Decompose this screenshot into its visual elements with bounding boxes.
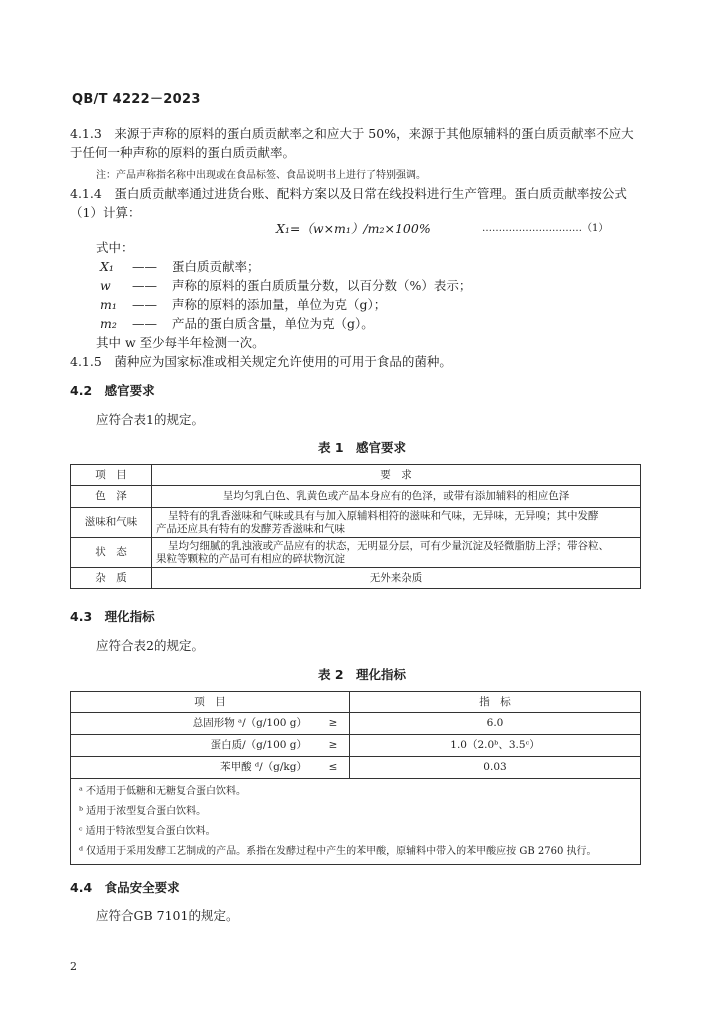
requirement-cell (152, 568, 641, 589)
section-4-3-heading (70, 607, 155, 625)
clause-note: 注：产品声称指名称中出现或在食品标签、食品说明书上进行了特别强调。 (96, 170, 426, 181)
requirement-cell (152, 486, 641, 508)
item-cell: 杂 质 (71, 568, 152, 589)
table-row (71, 486, 641, 508)
clause-number: 4.1.5 (70, 354, 102, 369)
page-number: 2 (70, 960, 77, 973)
requirement-line: 呈特有的乳香滋味和气味或具有与加入原辅料相符的滋味和气味，无异味，无异嗅；其中发酵 (168, 509, 599, 522)
table1-sensory (70, 464, 641, 589)
table-row (71, 735, 641, 757)
requirement-line: 产品还应具有特有的发酵芳香滋味和气味 (156, 522, 345, 535)
section-body: 应符合GB 7101的规定。 (96, 908, 239, 923)
value-cell: 0.03 (350, 757, 641, 779)
section-body: 应符合表2的规定。 (96, 638, 204, 653)
formula-number: …………………………（1） (482, 223, 609, 234)
section-4-2-heading (70, 381, 155, 399)
section-title: 感官要求 (104, 383, 155, 398)
section-number: 4.3 (70, 609, 93, 624)
var-desc: 声称的原料的蛋白质质量分数，以百分数（%）表示； (172, 278, 472, 293)
var-dash: —— (132, 316, 157, 331)
requirement-line: 呈均匀细腻的乳浊液或产品应有的状态，无明显分层，可有少量沉淀及轻微脂肪上浮；带谷粒、 (168, 539, 609, 552)
var-symbol: w (100, 278, 111, 293)
clause-text-line1: 蛋白质贡献率通过进货台账、配料方案以及日常在线投料进行生产管理。蛋白质贡献率按公式 (114, 186, 627, 201)
header-cell: 项 目 (71, 692, 350, 713)
table2-caption: 表 2 理化指标 (317, 667, 407, 682)
var-dash: —— (132, 259, 157, 274)
table-row (71, 538, 641, 568)
clause-4-1-5 (70, 352, 452, 371)
clause-text-line2: 于任何一种声称的原料的蛋白质贡献率。 (70, 145, 296, 160)
requirement-line: 果粒等颗粒的产品可有相应的碎状物沉淀 (156, 552, 345, 565)
clause-number: 4.1.3 (70, 126, 102, 141)
item-cell: 苯甲酸 ᵈ/（g/kg） (71, 757, 318, 779)
item-cell: 滋味和气味 (71, 508, 152, 538)
clause-text-line1: 来源于声称的原料的蛋白质贡献率之和应大于 50%，来源于其他原辅料的蛋白质贡献率不应大 (114, 126, 634, 141)
clause-text-line2: （1）计算： (70, 205, 141, 220)
table-row (71, 713, 641, 735)
footnote-cell (71, 779, 641, 865)
header-cell: 项 目 (71, 465, 152, 486)
item-cell: 蛋白质/（g/100 g） (71, 735, 318, 757)
table2-physicochemical (70, 691, 641, 865)
operator-cell: ≥ (317, 735, 350, 757)
footnote: ᵃ 不适用于低糖和无糖复合蛋白饮料。 (79, 786, 247, 797)
var-desc: 声称的原料的添加量，单位为克（g）； (172, 297, 387, 312)
requirement-line: 呈均匀乳白色、乳黄色或产品本身应有的色泽，或带有添加辅料的相应色泽 (222, 490, 570, 502)
section-number: 4.2 (70, 383, 93, 398)
value-cell: 6.0 (350, 713, 641, 735)
footnote: ᶜ 适用于特浓型复合蛋白饮料。 (79, 826, 216, 837)
header-cell: 指 标 (350, 692, 641, 713)
clause-4-1-4 (70, 184, 627, 203)
requirement-cell (152, 508, 641, 538)
item-cell: 状 态 (71, 538, 152, 568)
table-header-row (71, 465, 641, 486)
item-cell: 色 泽 (71, 486, 152, 508)
section-title: 食品安全要求 (104, 880, 180, 895)
var-symbol: m₂ (100, 316, 117, 331)
operator-cell: ≥ (317, 713, 350, 735)
var-desc: 产品的蛋白质含量，单位为克（g）。 (172, 316, 374, 331)
section-body: 应符合表1的规定。 (96, 412, 204, 427)
item-cell: 总固形物 ᵃ/（g/100 g） (71, 713, 318, 735)
operator-cell: ≤ (317, 757, 350, 779)
table-header-row (71, 692, 641, 713)
table-row (71, 568, 641, 589)
test-frequency: 其中 w 至少每半年检测一次。 (96, 335, 265, 350)
var-dash: —— (132, 297, 157, 312)
section-title: 理化指标 (104, 609, 155, 624)
requirement-line: 无外来杂质 (369, 571, 423, 584)
requirement-cell (152, 538, 641, 568)
where-label: 式中： (96, 240, 134, 255)
section-4-4-heading (70, 878, 180, 896)
clause-4-1-3 (70, 124, 634, 143)
footnote-row (71, 779, 641, 865)
table1-caption: 表 1 感官要求 (317, 440, 407, 455)
var-symbol: X₁ (100, 259, 114, 274)
var-symbol: m₁ (100, 297, 117, 312)
table-row (71, 508, 641, 538)
clause-text: 菌种应为国家标准或相关规定允许使用的可用于食品的菌种。 (114, 354, 452, 369)
var-desc: 蛋白质贡献率； (172, 259, 260, 274)
value-cell: 1.0（2.0ᵇ、3.5ᶜ） (350, 735, 641, 757)
section-number: 4.4 (70, 880, 93, 895)
table-row (71, 757, 641, 779)
footnote: ᵇ 适用于浓型复合蛋白饮料。 (79, 806, 207, 817)
formula: X₁=（w×m₁）/m₂×100% (276, 221, 431, 236)
standard-code: QB/T 4222－2023 (72, 92, 201, 107)
header-cell: 要 求 (152, 465, 641, 486)
clause-number: 4.1.4 (70, 186, 102, 201)
footnote: ᵈ 仅适用于采用发酵工艺制成的产品。系指在发酵过程中产生的苯甲酸，原辅料中带入的苯甲酸应按 GB 2760 执行。 (79, 846, 597, 857)
var-dash: —— (132, 278, 157, 293)
